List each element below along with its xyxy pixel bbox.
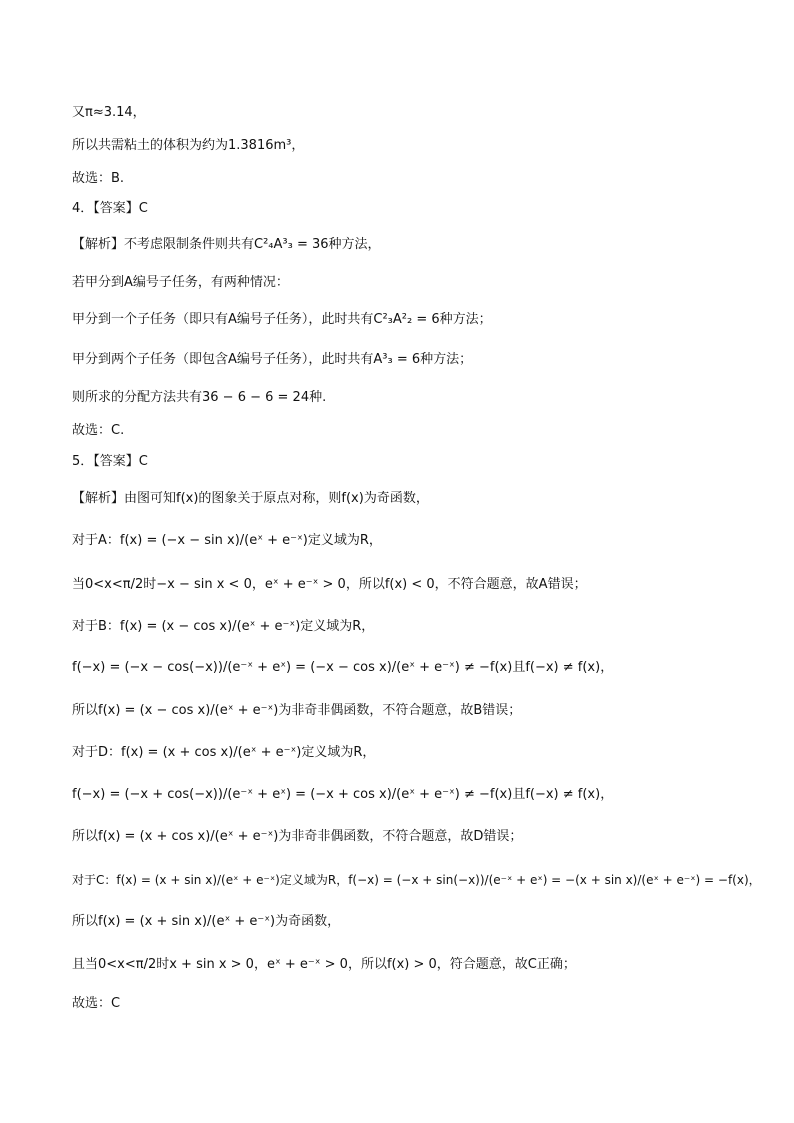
text-line [72, 658, 613, 678]
line-pi-value: 又π≈3.14， [72, 105, 146, 120]
text-line [72, 388, 326, 408]
line-clay-volume: 所以共需粘土的体积为约为1.3816m³， [72, 138, 305, 153]
line-choice-b: 故选：B. [72, 171, 125, 186]
choice-c-4: 故选：C. [72, 423, 125, 438]
question-4-answer [72, 199, 148, 219]
option-c-check: 且当0<x<π/2时x + sin x > 0，eˣ + e⁻ˣ > 0，所以f(x) > 0，符合题意，故C正确； [72, 957, 576, 972]
option-d-def: 对于D：f(x) = (x + cos x)/(eˣ + e⁻ˣ)定义域为R， [72, 745, 376, 760]
text-line [72, 169, 124, 189]
text-line [72, 103, 146, 123]
text-line [72, 870, 761, 890]
text-line [72, 955, 576, 975]
text-line [72, 701, 521, 721]
text-line [72, 743, 375, 763]
text-line [72, 310, 492, 330]
text-line [72, 575, 587, 595]
analysis-4-case-one: 甲分到一个子任务（即只有A编号子任务），此时共有C²₃A²₂ = 6种方法； [72, 312, 492, 327]
option-a-check: 当0<x<π/2时−x − sin x < 0，eˣ + e⁻ˣ > 0，所以f(x) < 0，不符合题意，故A错误； [72, 577, 587, 592]
question-5-answer [72, 452, 148, 472]
option-c-def: 对于C：f(x) = (x + sin x)/(eˣ + e⁻ˣ)定义域为R，f(−x) = (−x + sin(−x))/(e⁻ˣ + eˣ) = −(x + sin x)/(eˣ + e⁻ˣ) = −f(x)， [72, 873, 761, 887]
analysis-5-odd: 【解析】由图可知f(x)的图象关于原点对称，则f(x)为奇函数， [72, 491, 429, 506]
text-line [72, 531, 382, 551]
option-d-check: f(−x) = (−x + cos(−x))/(e⁻ˣ + eˣ) = (−x + cos x)/(eˣ + e⁻ˣ) ≠ −f(x)且f(−x) ≠ f(x)， [72, 787, 614, 802]
analysis-4-case-two: 甲分到两个子任务（即包含A编号子任务），此时共有A³₃ = 6种方法； [72, 352, 473, 367]
text-line [72, 235, 381, 255]
text-line [72, 785, 613, 805]
option-a-def: 对于A：f(x) = (−x − sin x)/(eˣ + e⁻ˣ)定义域为R， [72, 533, 382, 548]
analysis-4-result: 则所求的分配方法共有36 − 6 − 6 = 24种. [72, 390, 327, 405]
text-line [72, 421, 124, 441]
text-line [72, 350, 472, 370]
text-line [72, 273, 289, 293]
option-b-def: 对于B：f(x) = (x − cos x)/(eˣ + e⁻ˣ)定义域为R， [72, 619, 375, 634]
final-choice-c: 故选：C [72, 996, 121, 1011]
text-line [72, 912, 340, 932]
answer-heading-5: 5．【答案】C [72, 454, 148, 469]
option-b-check: f(−x) = (−x − cos(−x))/(e⁻ˣ + eˣ) = (−x − cos x)/(eˣ + e⁻ˣ) ≠ −f(x)且f(−x) ≠ f(x)， [72, 660, 614, 675]
option-c-odd: 所以f(x) = (x + sin x)/(eˣ + e⁻ˣ)为奇函数， [72, 914, 341, 929]
option-d-conclusion: 所以f(x) = (x + cos x)/(eˣ + e⁻ˣ)为非奇非偶函数，不符合题意，故D错误； [72, 829, 523, 844]
option-b-conclusion: 所以f(x) = (x − cos x)/(eˣ + e⁻ˣ)为非奇非偶函数，不符合题意，故B错误； [72, 703, 522, 718]
answer-heading-4: 4．【答案】C [72, 201, 148, 216]
text-line [72, 617, 374, 637]
text-line [72, 489, 429, 509]
analysis-4-cases: 若甲分到A编号子任务，有两种情况： [72, 275, 289, 290]
analysis-4-total: 【解析】不考虑限制条件则共有C²₄A³₃ = 36种方法， [72, 237, 381, 252]
text-line [72, 994, 120, 1014]
text-line [72, 827, 522, 847]
text-line [72, 136, 304, 156]
